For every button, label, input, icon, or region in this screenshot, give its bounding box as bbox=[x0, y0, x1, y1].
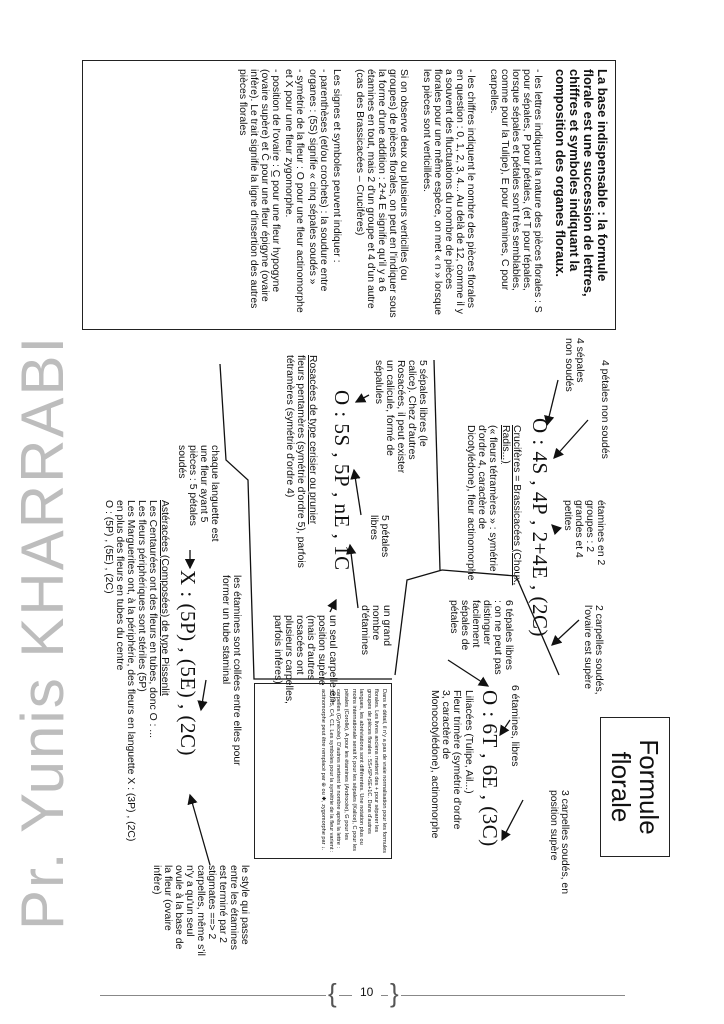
cruc-desc: (« fleurs tétramères » : symétrie d'ordre 4, caractère de Dicotylédone), fleur actinomorphe bbox=[465, 425, 498, 581]
arrow bbox=[552, 620, 579, 645]
intro-box bbox=[82, 60, 616, 330]
ros-sepals-note: 5 sépales libres (le calice). Chez d'autres Rosacées, il peut exister un calicule, formé de sépalules bbox=[373, 360, 428, 474]
box-title: Formule florale bbox=[606, 739, 664, 835]
ros-carpel-note: un seul carpelle en position supère (mais d'autres rosacées ont plusieurs carpelles, parfois infères) bbox=[272, 615, 338, 704]
lil-desc: Fleur trimère (symétrie d'ordre 3, caractère de Monocotylédone), actinomorphe bbox=[429, 690, 462, 839]
intro-title: La base indispensable : la formule florale est une succession de lettres, chiffres et symboles indiquant la composition des organes floraux. bbox=[553, 69, 610, 297]
cruc-sepals-note: 4 sépales non soudés bbox=[563, 338, 585, 392]
bullet-numbers: - les chiffres indiquent le nombre des pièces florales en question : 0, 1, 2, 3, 4... Au delà de 12, comme il y a souvent des fluctuations du nombre de pièces florales pour une même espèce, on met « n » lorsque les pièces sont verticillées. bbox=[421, 69, 476, 316]
groups-text: Si on observe deux ou plusieurs verticilles (ou groupes) de pièces florales, on peut en l'indiquer sous la forme d'une addition : 2+4 E signifie qu'il y a 6 étamines en tout, mais 2 d'un groupe et 4 d'un autre (cas des Brassicacées – Crucifères) bbox=[354, 69, 409, 318]
lil-carpels-note: 3 carpelles soudés, en position supère bbox=[548, 790, 570, 894]
arrow bbox=[356, 395, 369, 402]
ast-style-note: le style qui passe entre les étamines est terminé par 2 stigmates ==> 2 carpelles, même s'il n'y a qu'un seul ovule à la base de la fleur (ovaire infère) bbox=[151, 865, 250, 956]
ros-petals-note: 5 pétales libres bbox=[368, 515, 390, 558]
ast-family: Astéracées (Composées) de type Pissenlit bbox=[159, 500, 170, 696]
arrow bbox=[190, 795, 210, 865]
divider-line bbox=[434, 360, 440, 570]
arrow bbox=[201, 680, 206, 710]
rotated-page-content bbox=[82, 60, 710, 960]
ast-stamens-note: les étamines sont collées entre elles pour former un tube staminal bbox=[220, 575, 242, 766]
lil-family: Liliacées (Tulipe, Ail...) bbox=[463, 690, 474, 794]
liliacees-boundary bbox=[395, 570, 442, 675]
signs-title: Les signes et symboles peuvent indiquer : bbox=[331, 69, 342, 263]
right-brace-icon: } bbox=[390, 978, 399, 1008]
cruc-carpels-note: 2 carpelles soudés, l'ovaire est supère bbox=[582, 605, 604, 695]
arrow bbox=[554, 420, 588, 458]
lil-tepals-note: 6 tépales libres : on ne peut pas distinguer facilement sépales de pétales bbox=[448, 600, 514, 675]
cruc-petals-note: 4 pétales non soudés bbox=[599, 360, 610, 459]
sign-parentheses: - parenthèses (et/ou crochets) : la soudure entre organes : (5S) signifie « cinq sépales soudés » bbox=[307, 69, 329, 292]
watermark: Pr. Yunis KHARRABI bbox=[9, 334, 76, 930]
ros-formula: O : 5S , 5P , nE , 1C bbox=[330, 390, 354, 571]
cruc-stamens-note: étamines en 2 groupes : 2 grandes et 4 petites bbox=[562, 500, 606, 566]
page-number: 10 bbox=[352, 985, 381, 999]
ast-formula: X : (5P) , (5E) , (2C) bbox=[176, 570, 200, 756]
ros-family: Rosacées de type cerisier ou prunier bbox=[307, 355, 318, 525]
lil-stamens-note: 6 étamines, libres bbox=[509, 685, 520, 767]
ast-ligule-note: chaque languette est une fleur ayant 5 pièces : 5 pétales soudés bbox=[176, 445, 220, 542]
note-box bbox=[254, 683, 392, 859]
formule-florale-box bbox=[600, 717, 670, 857]
ros-desc: fleurs pentamères (symétrie d'ordre 5), parfois tétramères (symétrie d'ordre 4) bbox=[284, 355, 306, 568]
cruc-family: Crucifères = Brassicacées (Choux, Radis...) bbox=[500, 425, 522, 586]
ros-stamens-note: un grand nombre d'étamines bbox=[359, 605, 392, 655]
sign-symmetry: - symétrie de la fleur : O pour une fleur actinomorphe et X pour une fleur zygomorphe. bbox=[283, 69, 305, 313]
ast-desc: Les Centaurées ont des fleurs en tubes, donc O : ... Les fleurs périphériques sont stériles (5P) Les Marguerites ont, à la périphérie, des fleurs en languette X : (3P) , (2C) en plus des fleurs en tubes du centre O : (5P) , (5E) , (2C) bbox=[103, 500, 158, 842]
cruc-formula: O : 4S , 4P , 2+4E , (2C) bbox=[528, 418, 552, 637]
arrow bbox=[502, 800, 523, 840]
left-brace-icon: { bbox=[328, 978, 337, 1008]
arrow bbox=[552, 525, 557, 530]
lil-formula: O : 6T , 6E , (3C) bbox=[478, 690, 502, 847]
note-text: Dans le détail, il n'y a pas de vraie normalisation pour les formules florales. Les livres anciens mettent des + pour séparer les groupes de pièces florales : 5S+5P+5E+1C. Dans d'autres langues, les abréviations sont différentes. Une notation plus ou moins internationale serait K pour les sépales (Kalice), C pour les pétales (Corolle), A pour les étamines (Androcée), G pour les carpelles (Gynécée). D'autres mettent le nombre après la lettre : S5, P5, C4, C1. Les symboles pour la symétrie de la fleur varient : actinomorphe peut être remplacé par ⊕ ou ✱, zygomorphe par ↓. bbox=[320, 689, 387, 853]
arrow bbox=[354, 470, 361, 515]
bullet-letters: - les lettres indiquent la nature des pièces florales : S pour sépales, P pour pétales, (et T pour tépales, lorsque sépales et pétales sont très semblables, comme pour la Tulipe), E pour étamines, C pour carpelles. bbox=[488, 69, 543, 313]
sign-ovary: - position de l'ovaire : C̲ pour une fleur hypogyne (ovaire supère) et C̄ pour une fleur épigyne (ovaire infère). Le trait signifie la ligne d'insertion des autres pièces florales bbox=[237, 69, 281, 309]
arrow bbox=[330, 600, 336, 612]
